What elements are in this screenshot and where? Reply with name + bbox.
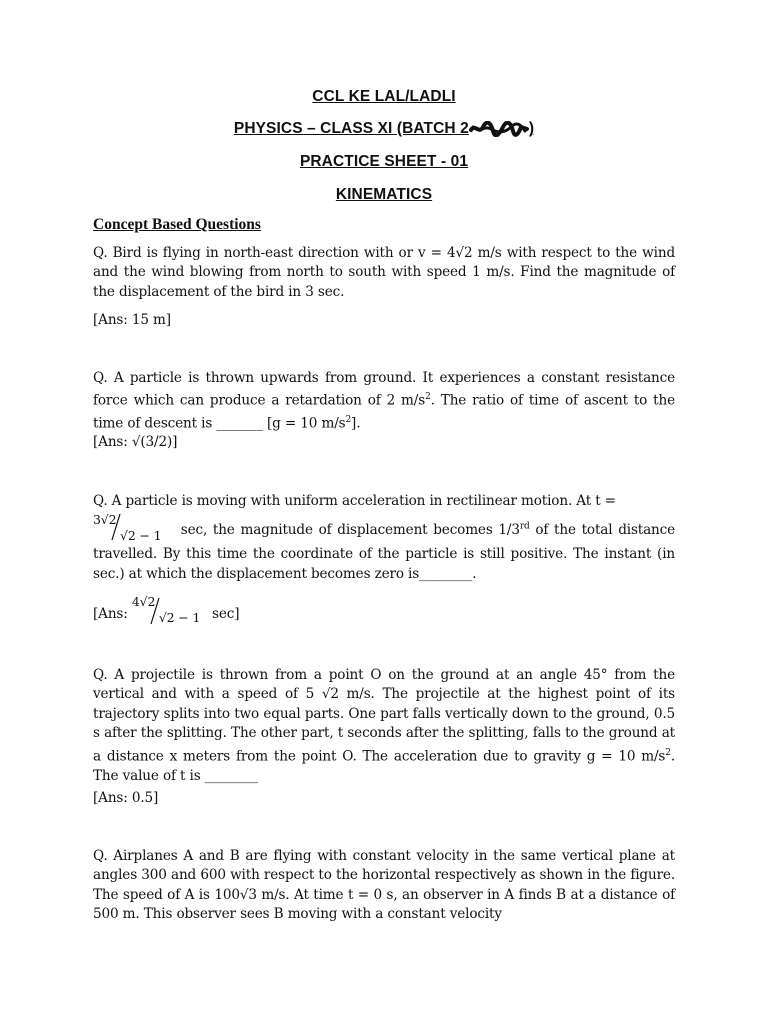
question-2-sup-2: 2	[345, 415, 352, 426]
answer-3-suffix: sec]	[207, 606, 240, 622]
question-3-line-1: Q. A particle is moving with uniform acceleration in rectilinear motion. At t =	[93, 493, 616, 509]
question-3-frac-denominator: √2 − 1	[120, 528, 162, 543]
header-class-batch-text: PHYSICS – CLASS XI (BATCH 2	[233, 120, 469, 137]
answer-3	[93, 594, 240, 628]
header-class-batch-close: )	[528, 120, 535, 137]
question-3-fraction	[93, 514, 175, 544]
question-2	[93, 369, 675, 434]
answer-1: [Ans: 15 m]	[93, 312, 171, 328]
answer-3-fraction	[131, 594, 208, 628]
question-4-text-a: Q. A projectile is thrown from a point O on the ground at an angle 45° from the vertical and with a speed of 5 √2 m/s. The projectile at the highest point of its trajectory splits into two equal parts. One part falls vertically down to the ground, 0.5 s after the splitting. The other part, t seconds after the splitting, falls to the ground at a distance x meters from the point O. The acceleration due to gravity g = 10 m/s	[93, 667, 675, 765]
question-2-text-c: ].	[351, 415, 361, 432]
question-5: Q. Airplanes A and B are flying with constant velocity in the same vertical plane at angles 300 and 600 with respect to the horizontal respectively as shown in the figure. The speed of A is 100√3 m/s. At time t = 0 s, an observer in A finds B at a distance of 500 m. This observer sees B moving with a constant velocity	[93, 848, 675, 923]
answer-3-prefix: [Ans:	[93, 606, 132, 622]
section-title: Concept Based Questions	[93, 216, 261, 233]
question-3-sup: rd	[519, 521, 530, 532]
question-3	[93, 514, 675, 584]
question-2-sup-1: 2	[425, 392, 431, 403]
question-4-sup: 2	[665, 747, 671, 758]
header-sheet-number: PRACTICE SHEET - 01	[299, 153, 469, 170]
question-2-text-a: Q. A particle is thrown upwards from ground. It experiences a constant resistance force which can produce a retardation of 2 m/s	[93, 370, 675, 409]
header-institute: CCL KE LAL/LADLI	[312, 88, 456, 105]
question-1: Q. Bird is flying in north-east direction with or v = 4√2 m/s with respect to the wind and the wind blowing from north to south with speed 1 m/s. Find the magnitude of the displacement of the bird in 3 sec.	[93, 245, 675, 300]
question-4	[93, 666, 675, 786]
question-4-text-b: . The value of t is ________	[93, 748, 675, 784]
header-class-batch	[0, 120, 768, 138]
answer-2: [Ans: √(3/2)]	[93, 434, 178, 450]
header-topic: KINEMATICS	[335, 186, 433, 203]
answer-4: [Ans: 0.5]	[93, 790, 159, 806]
redaction-scribble	[469, 121, 529, 135]
question-3-text-c: of the total distance travelled. By this time the coordinate of the particle is still positive. The instant (in sec.) at which the displacement becomes zero is________.	[93, 522, 675, 582]
question-3-text-b: sec, the magnitude of displacement becomes 1/3	[175, 522, 520, 538]
question-3-frac-numerator: 3√2	[93, 512, 117, 527]
answer-3-frac-numerator: 4√2	[131, 594, 156, 609]
answer-3-frac-denominator: √2 − 1	[158, 610, 201, 625]
question-2-text-b: . The ratio of time of ascent to the time of descent is _______ [g = 10 m/s	[93, 392, 675, 432]
